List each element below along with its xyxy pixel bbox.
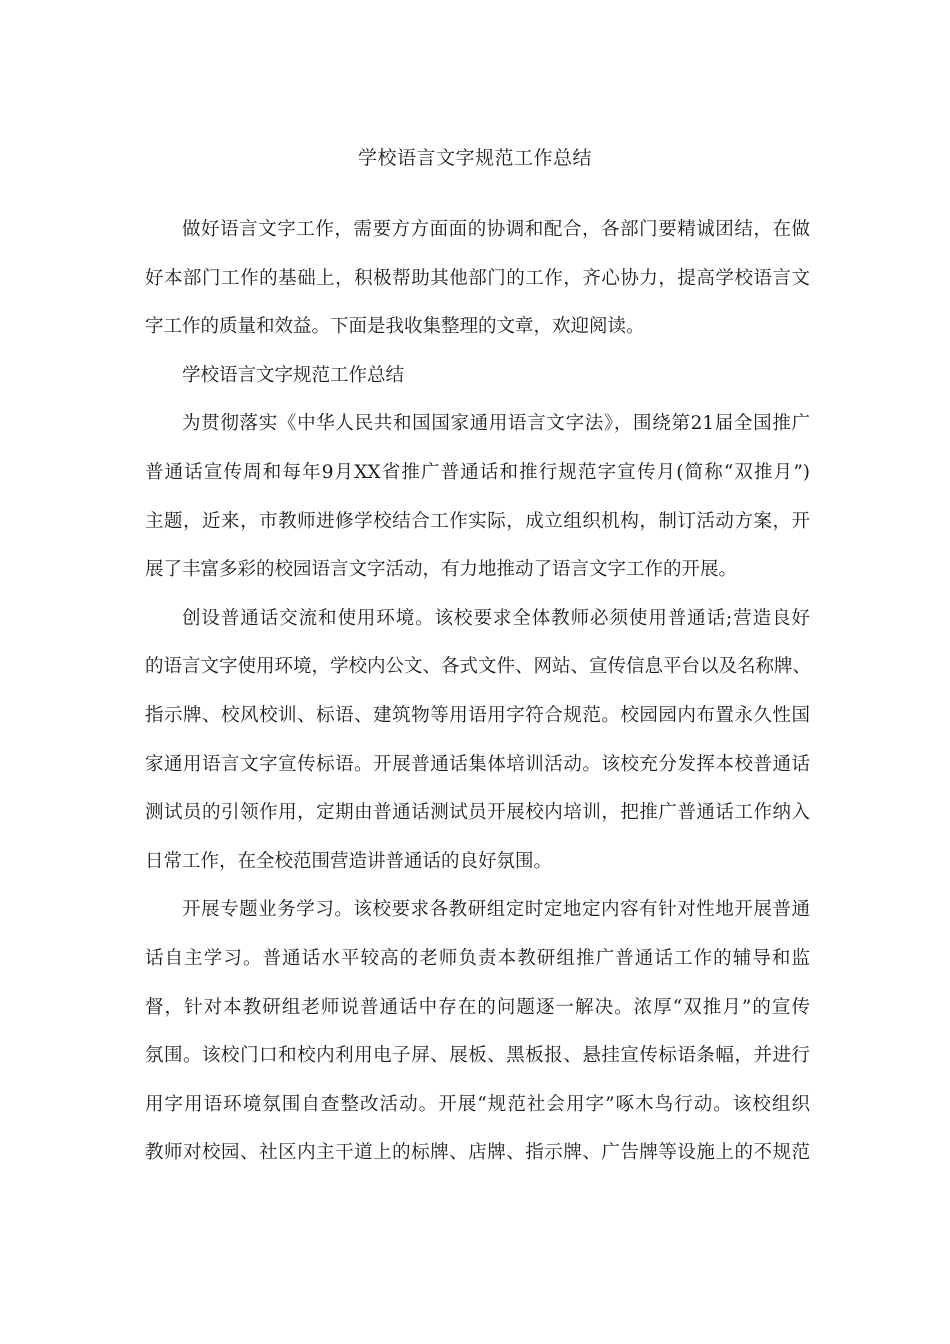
text-line: 主题，近来，市教师进修学校结合工作实际，成立组织机构，制订活动方案，开: [145, 510, 810, 532]
text-line: 话自主学习。普通话水平较高的老师负责本教研组推广普通话工作的辅导和监: [145, 947, 810, 969]
text-line: 为贯彻落实《中华人民共和国国家通用语言文字法》，围绕第21届全国推广: [182, 413, 810, 435]
text-line: 用字用语环境氛围自查整改活动。开展“规范社会用字”啄木鸟行动。该校组织: [145, 1093, 810, 1115]
text-line: 创设普通话交流和使用环境。该校要求全体教师必须使用普通话;营造良好: [182, 607, 810, 629]
text-line: 好本部门工作的基础上，积极帮助其他部门的工作，齐心协力，提高学校语言文: [145, 267, 810, 289]
text-line: 督，针对本教研组老师说普通话中存在的问题逐一解决。浓厚“双推月”的宣传: [145, 996, 810, 1018]
text-line: 家通用语言文字宣传标语。开展普通话集体培训活动。该校充分发挥本校普通话: [145, 753, 810, 775]
text-line: 氛围。该校门口和校内利用电子屏、展板、黑板报、悬挂宣传标语条幅，并进行: [145, 1045, 810, 1067]
text-line: 做好语言文字工作，需要方方面面的协调和配合，各部门要精诚团结，在做: [182, 219, 810, 240]
text-line: 的语言文字使用环境，学校内公文、各式文件、网站、宣传信息平台以及名称牌、: [145, 656, 812, 678]
text-line: 开展专题业务学习。该校要求各教研组定时定地定内容有针对性地开展普通: [182, 899, 810, 921]
text-line: 日常工作，在全校范围营造讲普通话的良好氛围。: [145, 850, 553, 872]
text-line: 字工作的质量和效益。下面是我收集整理的文章，欢迎阅读。: [145, 316, 645, 338]
document-body: [145, 210, 810, 1182]
text-line: 普通话宣传周和每年9月XX省推广普通话和推行规范字宣传月(简称“双推月”): [145, 461, 810, 483]
text-line: 测试员的引领作用，定期由普通话测试员开展校内培训，把推广普通话工作纳入: [145, 802, 810, 824]
section-heading: 学校语言文字规范工作总结: [182, 364, 405, 386]
document-title: 学校语言文字规范工作总结: [357, 147, 592, 169]
text-line: 展了丰富多彩的校园语言文字活动，有力地推动了语言文字工作的开展。: [145, 559, 738, 581]
text-line: 教师对校园、社区内主干道上的标牌、店牌、指示牌、广告牌等设施上的不规范: [145, 1142, 810, 1164]
text-line: 指示牌、校风校训、标语、建筑物等用语用字符合规范。校园园内布置永久性国: [145, 704, 810, 726]
